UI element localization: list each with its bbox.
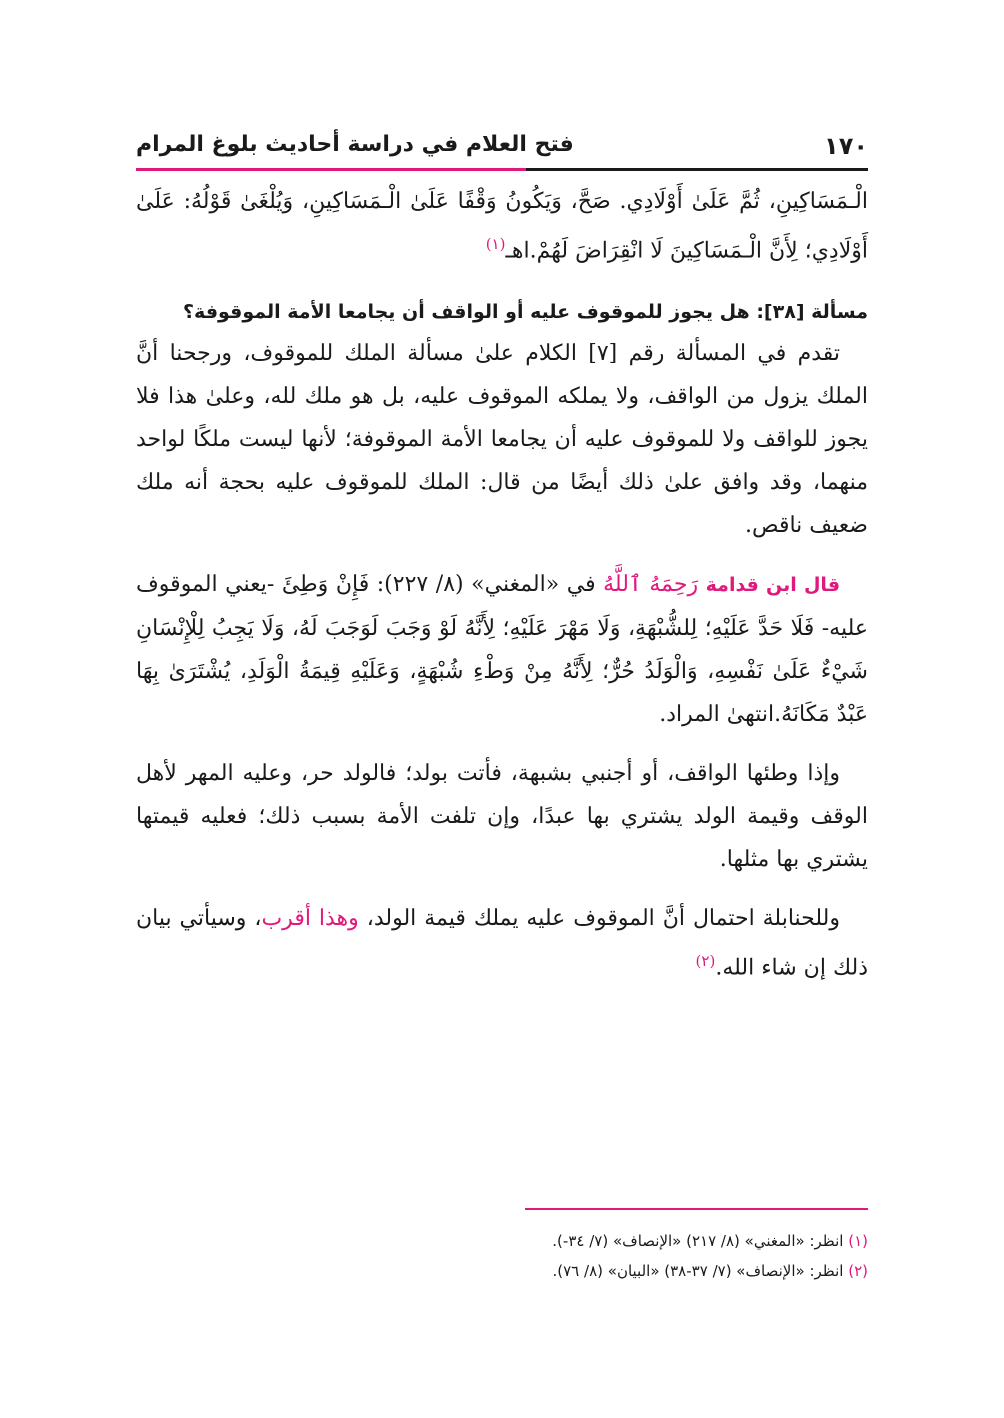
paragraph-3-text: وللحنابلة احتمال أنَّ الموقوف عليه يملك قيمة الولد، [366, 906, 840, 932]
question-title: مسألة [٣٨]: هل يجوز للموقوف عليه أو الواقف أن يجامعا الأمة الموقوفة؟ [183, 301, 868, 324]
header-rule-accent [136, 168, 526, 171]
quote-author: قال ابن قدامة [705, 574, 841, 597]
footnote-rule [525, 1208, 868, 1210]
footnote-ref-1[interactable]: (١) [485, 235, 506, 253]
paragraph-3 [136, 897, 868, 989]
paragraph-gap [136, 881, 868, 897]
quote-paragraph [136, 563, 868, 736]
footnotes [136, 1226, 868, 1286]
footnote-number: (٢) [848, 1262, 868, 1280]
paragraph-gap [136, 547, 868, 563]
footnote-2 [136, 1256, 868, 1286]
paragraph-gap [136, 736, 868, 752]
footnote-ref-2[interactable]: (٢) [695, 952, 716, 971]
paragraph-3-tail: ، وسيأتي بيان ذلك إن شاء الله. [136, 906, 868, 981]
paragraph-2: وإذا وطئها الواقف، أو أجنبي بشبهة، فأتت بولد؛ فالولد حر، وعليه المهر لأهل الوقف وقيمة الولد يشتري بها عبدًا، وإن تلفت الأمة بسبب ذلك؛ فعليه قيمتها يشتري بها مثلها. [136, 761, 868, 873]
honorific: رَحِمَهُ ٱللَّهُ [603, 572, 699, 598]
preferred-opinion: وهذا أقرب [261, 906, 359, 932]
page-body [136, 180, 868, 990]
page-number: ١٧٠ [824, 132, 868, 160]
footnote-number: (١) [848, 1232, 868, 1250]
book-title: فتح العلام في دراسة أحاديث بلوغ المرام [136, 132, 574, 157]
quote-text: في «المغني» (٨/ ٢٢٧): فَإِنْ وَطِئَ -يعني الموقوف عليه- فَلَا حَدَّ عَلَيْهِ؛ لِلشُّبْهَةِ، وَلَا مَهْرَ عَلَيْهِ؛ لِأَنَّهُ لَوْ وَجَبَ لَوَجَبَ لَهُ، وَلَا يَجِبُ لِلْإِنْسَانِ شَيْءٌ عَلَىٰ نَفْسِهِ، وَالْوَلَدُ حُرٌّ؛ لِأَنَّهُ مِنْ وَطْءِ شُبْهَةٍ، وَعَلَيْهِ قِيمَةُ الْوَلَدِ، يُشْتَرَىٰ بِهَا عَبْدٌ مَكَانَهُ.انتهىٰ المراد. [136, 572, 868, 728]
footnote-text: انظر: «الإنصاف» (٧/ ٣٧-٣٨) «البيان» (٨/ ٧٦). [552, 1262, 844, 1280]
paragraph-1: تقدم في المسألة رقم [٧] الكلام علىٰ مسألة الملك للموقوف، ورجحنا أنَّ الملك يزول من الواقف، ولا يملكه الموقوف عليه، بل هو ملك لله، وعلىٰ هذا فلا يجوز للواقف ولا للموقوف عليه أن يجامعا الأمة الموقوفة؛ لأنها ليست ملكًا لواحد منهما، وقد وافق علىٰ ذلك أيضًا من قال: الملك للموقوف عليه بحجة أنه ملك ضعيف ناقص. [136, 341, 868, 539]
continued-quote [136, 180, 868, 272]
running-header [136, 128, 868, 168]
footnote-text: انظر: «المغني» (٨/ ٢١٧) «الإنصاف» (٧/ ٣٤-). [552, 1232, 844, 1250]
continued-quote-text: الْـمَسَاكِينِ، ثُمَّ عَلَىٰ أَوْلَادِي. صَحَّ، وَيَكُونُ وَقْفًا عَلَىٰ الْـمَسَاكِينِ، وَيُلْغَىٰ قَوْلُهُ: عَلَىٰ أَوْلَادِي؛ لِأَنَّ الْـمَسَاكِينَ لَا انْقِرَاضَ لَهُمْ.اهـ [136, 189, 868, 264]
footnote-1 [136, 1226, 868, 1256]
